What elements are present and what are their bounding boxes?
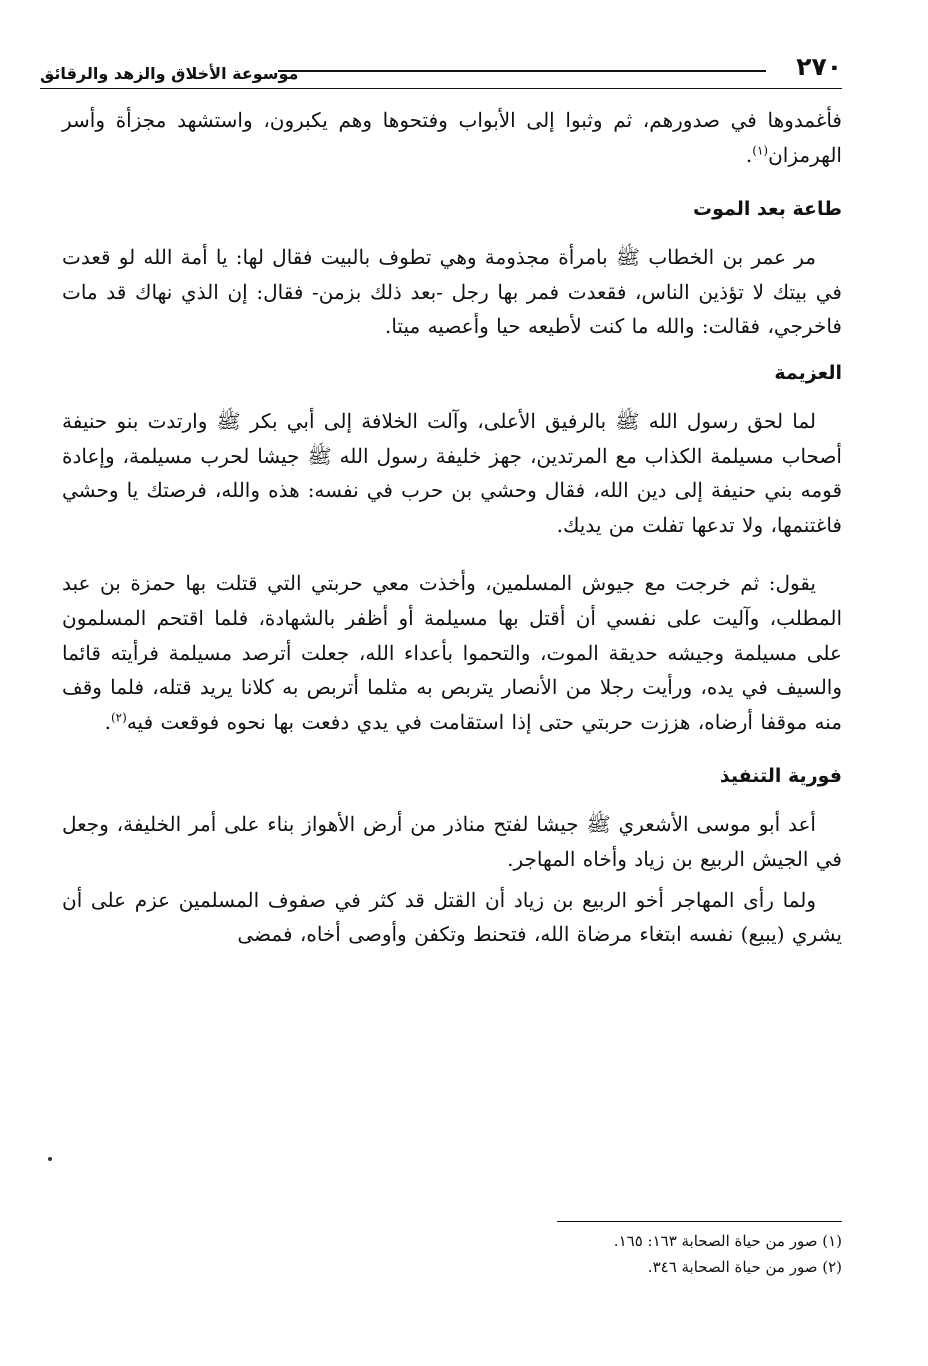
footnotes (342, 1228, 842, 1280)
footnote-ref-2: (٢) (110, 710, 127, 725)
footnote-2: (٢) صور من حياة الصحابة ٣٤٦. (647, 1258, 842, 1276)
header-underline (40, 88, 842, 89)
section-heading-resolve: العزيمة (774, 361, 842, 384)
paragraph-1: فأغمدوها في صدورهم، ثم وثبوا إلى الأبواب وفتحوها وهم يكبرون، واستشهد مجزأة وأسر الهرمزان$^{(١)}$. (62, 108, 842, 167)
footnote-separator (557, 1221, 842, 1222)
paragraph-4-text: يقول: ثم خرجت مع جيوش المسلمين، وأخذت معي حربتي التي قتلت بها حمزة بن عبد المطلب، وآليت على نفسي أن أقتل بها مسيلمة أو أظفر بالشهادة، فلما اقتحم المسلمون على مسيلمة وجيشه حديقة الموت، والتحموا بأعداء الله، جعلت أترصد مسيلمة فرأيته قائما والسيف في يده، ورأيت رجلا من الأنصار يتربص به مثلما أتربص به كلانا يريد قتله، فلما وقف منه موقفا أرضاه، هززت حربتي حتى إذا استقامت في يدي دفعت بها نحوه فوقعت فيه (62, 571, 842, 734)
paragraph-6: ولما رأى المهاجر أخو الربيع بن زياد أن القتل قد كثر في صفوف المسلمين عزم على أن يشري (يبيع) نفسه ابتغاء مرضاة الله، فتحنط وتكفن وأوصى أخاه، فمضى (62, 887, 842, 947)
paragraph-4: يقول: ثم خرجت مع جيوش المسلمين، وأخذت معي حربتي التي قتلت بها حمزة بن عبد المطلب، وآليت على نفسي أن أقتل بها مسيلمة أو أظفر بالشهادة، فلما اقتحم المسلمون على مسيلمة وجيشه حديقة الموت، والتحموا بأعداء الله، جعلت أترصد مسيلمة فرأيته قائما والسيف في يده، ورأيت رجلا من الأنصار يتربص به مثلما أتربص به كلانا يريد قتله، فلما وقف منه موقفا أرضاه، هززت حربتي حتى إذا استقامت في يدي دفعت بها نحوه فوقعت فيه$^{(٢)}$. (62, 571, 842, 734)
section-heading-promptness: فورية التنفيذ (719, 765, 842, 788)
paragraph-3: لما لحق رسول الله ﷺ بالرفيق الأعلى، وآلت الخلافة إلى أبي بكر ﷺ وارتدت بنو حنيفة أصحاب مسيلمة الكذاب مع المرتدين، جهز خليفة رسول الله ﷺ جيشا لحرب مسيلمة، وإعادة قومه بني حنيفة إلى دين الله، فقال وحشي بن حرب في نفسه: هذه والله، فرصتك يا وحشي فاغتنمها، ولا تدعها تفلت من يديك. (62, 408, 842, 537)
footnote-1: (١) صور من حياة الصحابة ١٦٣: ١٦٥. (613, 1232, 842, 1250)
main-text (62, 103, 842, 952)
section-heading-obedience: طاعة بعد الموت (693, 198, 842, 221)
paragraph-1-text: فأغمدوها في صدورهم، ثم وثبوا إلى الأبواب وفتحوها وهم يكبرون، واستشهد مجزأة وأسر الهرمزان (62, 108, 842, 167)
footnote-ref-1: (١) (752, 142, 769, 157)
header-title: موسوعة الأخلاق والزهد والرقائق (40, 64, 299, 83)
page-number: ٢٧٠ (796, 52, 842, 81)
paragraph-5: أعد أبو موسى الأشعري ﷺ جيشا لفتح مناذر من أرض الأهواز بناء على أمر الخليفة، وجعل في الجيش الربيع بن زياد وأخاه المهاجر. (62, 812, 842, 871)
paragraph-2: مر عمر بن الخطاب ﷺ بامرأة مجذومة وهي تطوف بالبيت فقال لها: يا أمة الله لو قعدت في بيتك لا تؤذين الناس، فقعدت فمر بها رجل -بعد ذلك بزمن- فقال: إن الذي نهاك قد مات فاخرجي، فقالت: والله ما كنت لأطيعه حيا وأعصيه ميتا. (62, 245, 842, 339)
stray-mark (48, 1157, 52, 1161)
running-header (40, 52, 842, 92)
header-rule (278, 70, 766, 72)
